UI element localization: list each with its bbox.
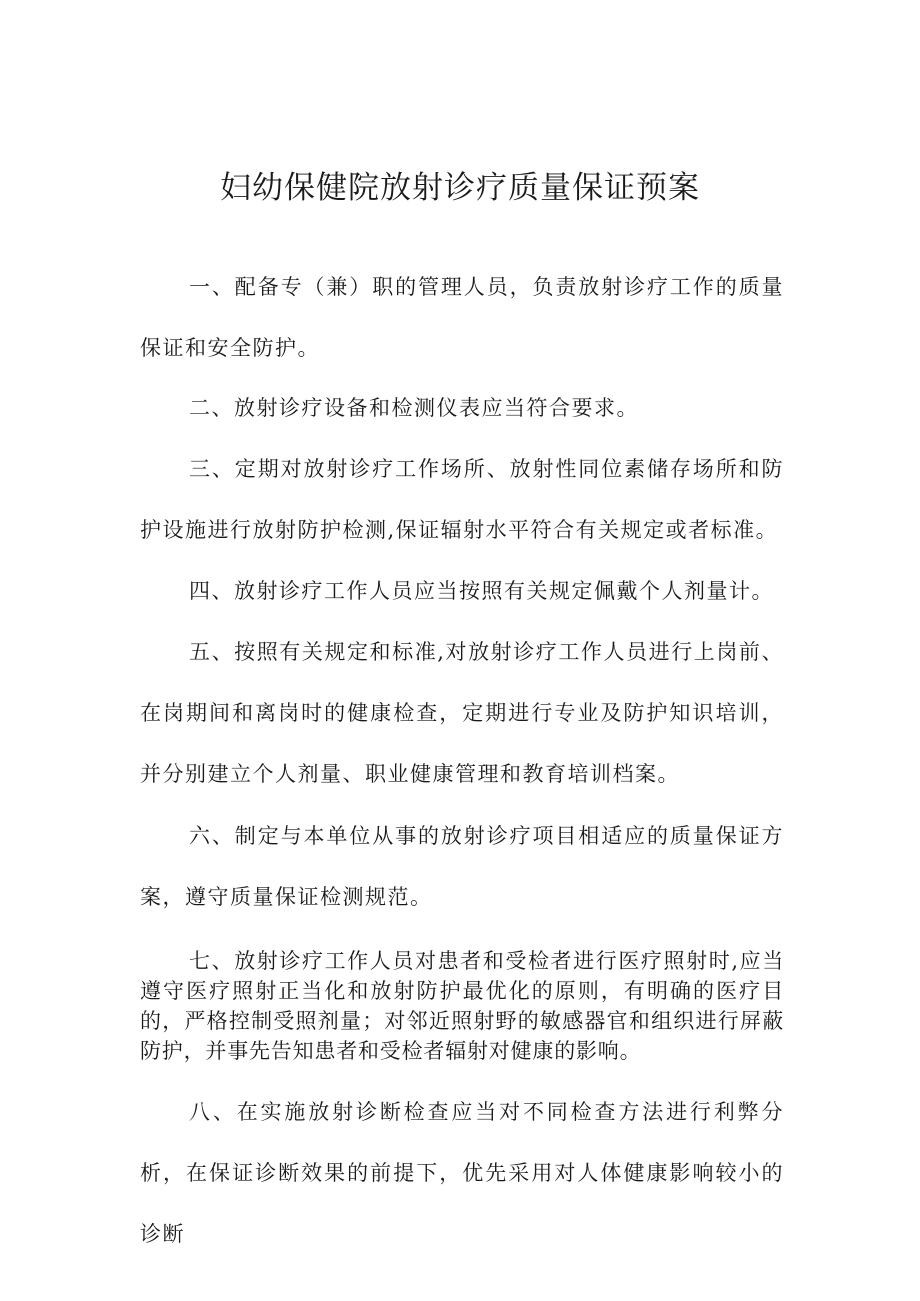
paragraph-7: 七、放射诊疗工作人员对患者和受检者进行医疗照射时,应当遵守医疗照射正当化和放射防护最优化的原则，有明确的医疗目的，严格控制受照剂量；对邻近照射野的敏感器官和组织进行屏蔽防护，并事先告知患者和受检者辐射对健康的影响。: [140, 949, 784, 1063]
paragraph-3: 三、定期对放射诊疗工作场所、放射性同位素储存场所和防护设施进行放射防护检测,保证辐射水平符合有关规定或者标准。: [140, 457, 784, 542]
paragraph-8: 八、在实施放射诊断检查应当对不同检查方法进行利弊分析，在保证诊断效果的前提下，优先采用对人体健康影响较小的诊断: [140, 1100, 784, 1246]
paragraph-2: 二、放射诊疗设备和检测仪表应当符合要求。: [189, 396, 639, 420]
paragraph-5: 五、按照有关规定和标准,对放射诊疗工作人员进行上岗前、在岗期间和离岗时的健康检查，定期进行专业及防护知识培训，并分别建立个人剂量、职业健康管理和教育培训档案。: [140, 640, 784, 786]
paragraph-1: 一、配备专（兼）职的管理人员，负责放射诊疗工作的质量保证和安全防护。: [140, 275, 784, 360]
document-title: 妇幼保健院放射诊疗质量保证预案: [220, 170, 700, 206]
paragraph-6: 六、制定与本单位从事的放射诊疗项目相适应的质量保证方案，遵守质量保证检测规范。: [140, 824, 784, 909]
paragraph-4: 四、放射诊疗工作人员应当按照有关规定佩戴个人剂量计。: [189, 579, 774, 603]
